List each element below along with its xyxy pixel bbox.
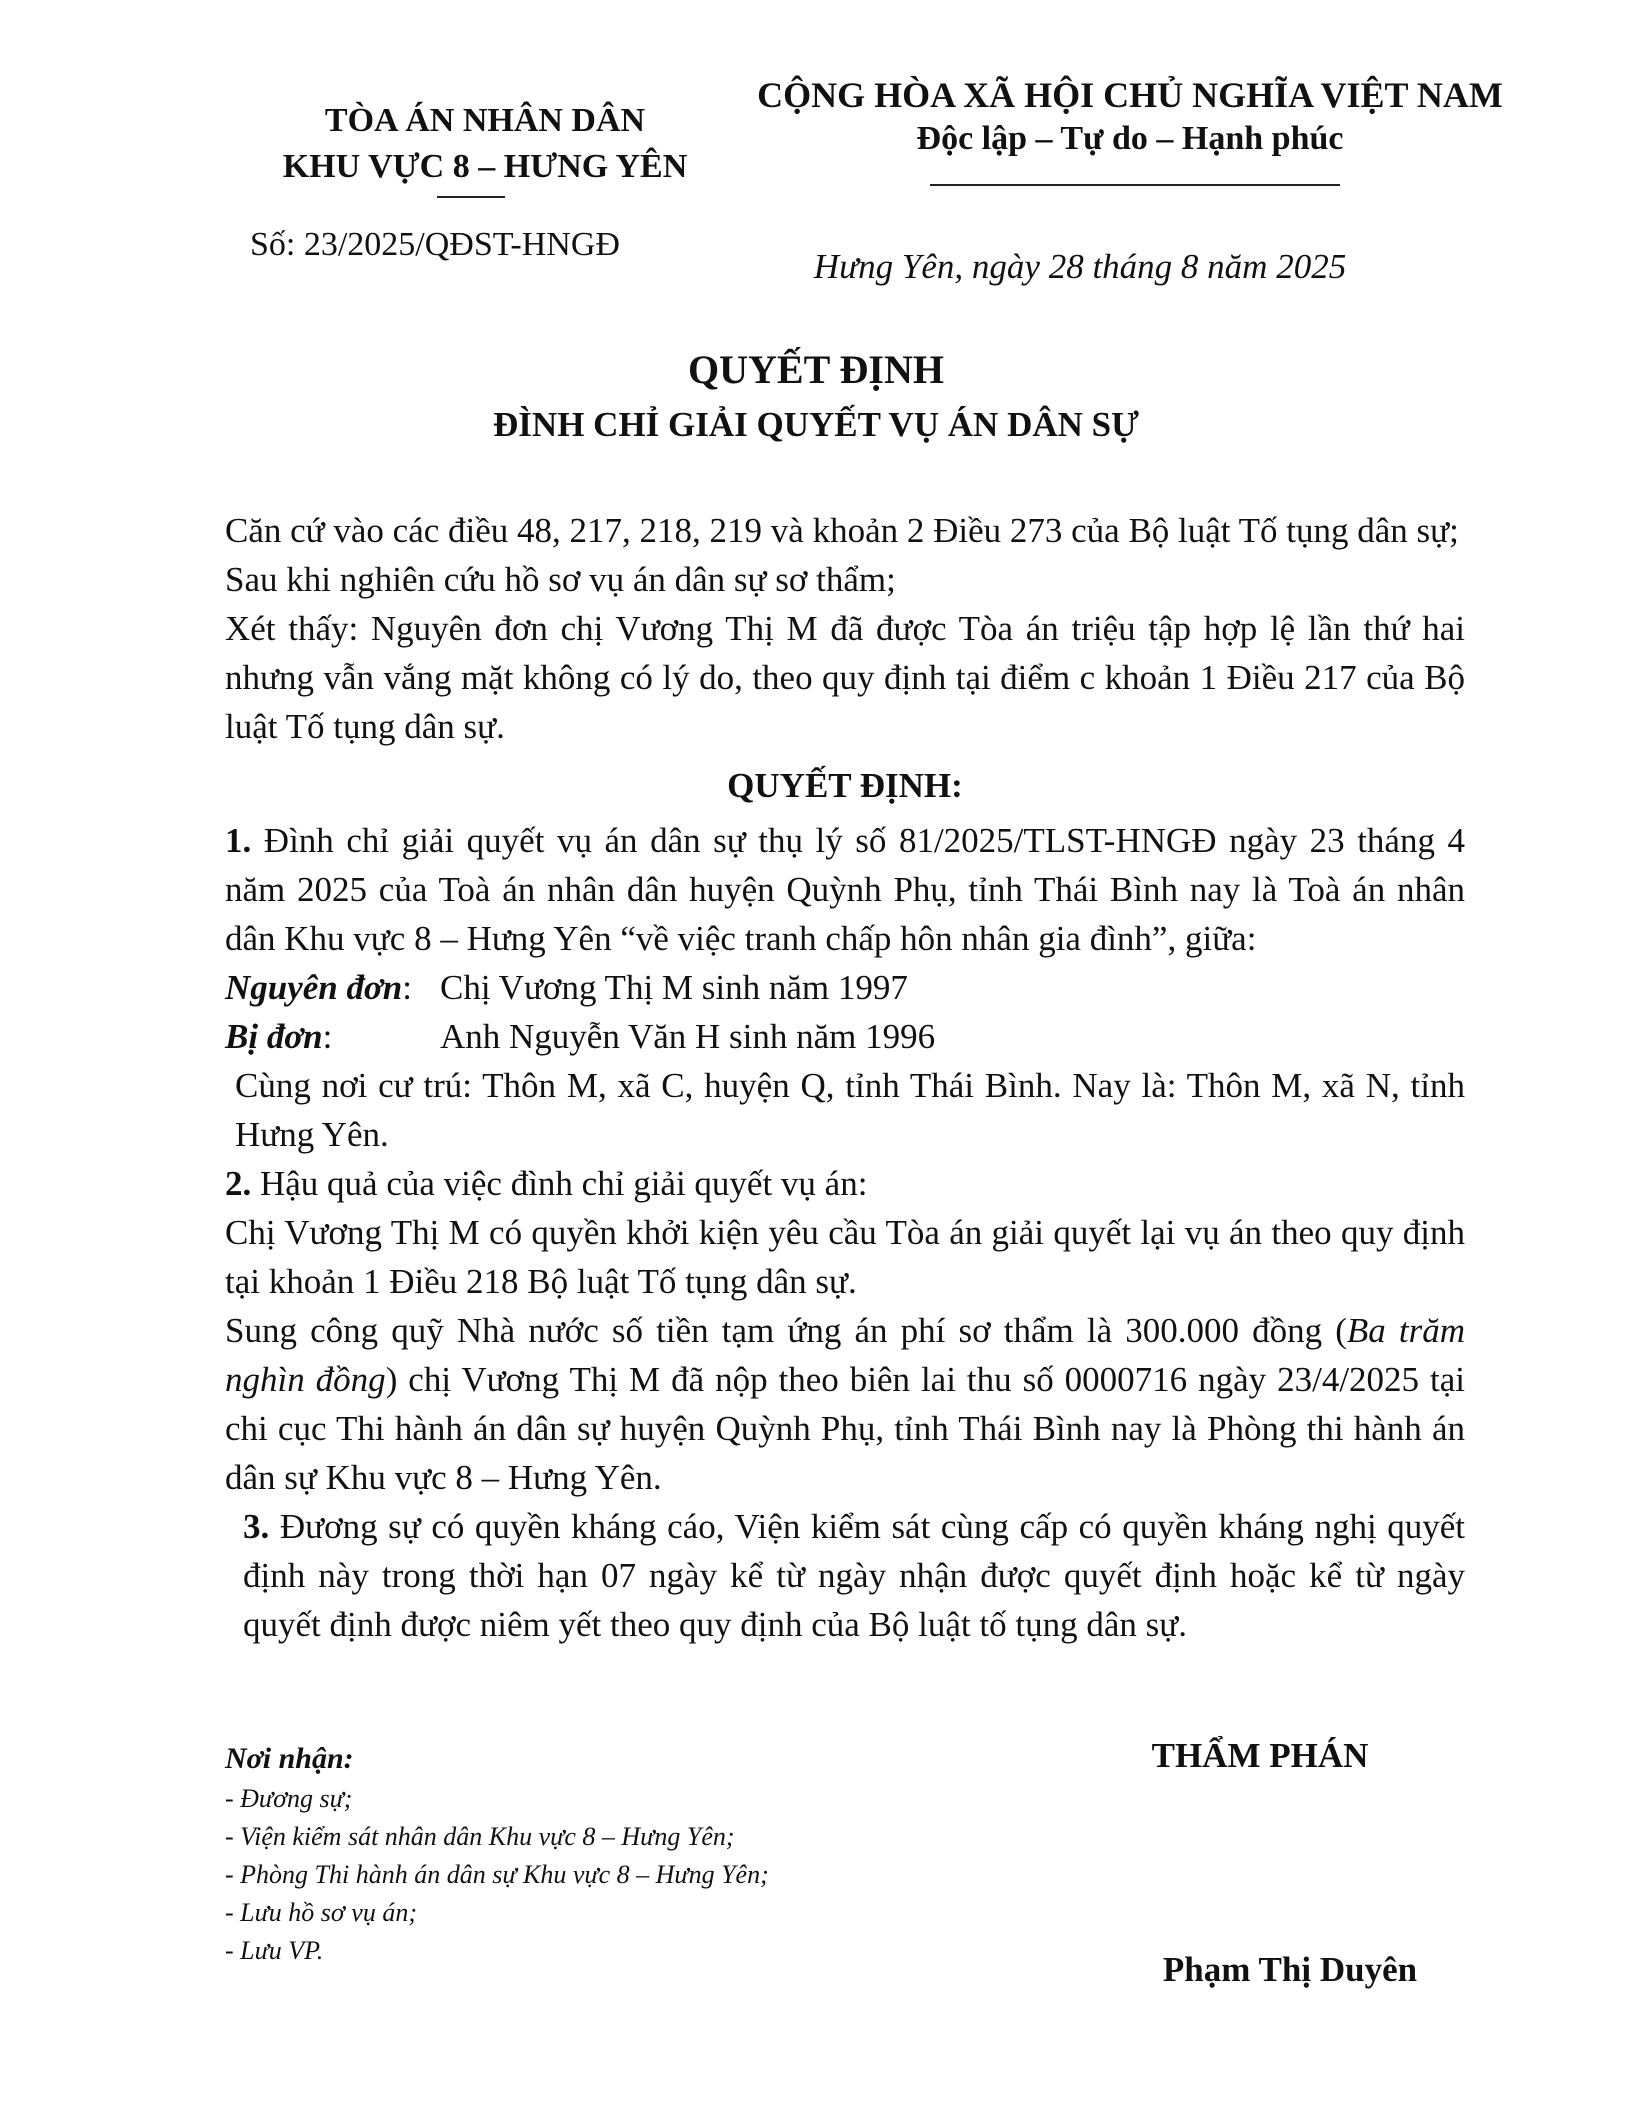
signer-name: Phạm Thị Duyên <box>1162 1950 1418 1989</box>
recipient-item: - Lưu VP. <box>225 1936 324 1965</box>
decision-item-3 <box>225 1502 1465 1649</box>
defendant-label-cell <box>225 1012 440 1061</box>
item-1-number: 1. <box>225 821 252 860</box>
national-motto: Độc lập – Tự do – Hạnh phúc <box>916 120 1344 157</box>
preamble-legal-basis: Căn cứ vào các điều 48, 217, 218, 219 và khoản 2 Điều 273 của Bộ luật Tố tụng dân sự; <box>225 511 1459 550</box>
document-number: Số: 23/2025/QĐST-HNGĐ <box>250 226 620 263</box>
defendant-row <box>225 1012 1465 1061</box>
recipients-block <box>225 1738 945 1970</box>
court-fee-text-b: ) chị Vương Thị M đã nộp theo biên lai thu số 0000716 ngày 23/4/2025 tại chi cục Thi hành án dân sự huyện Quỳnh Phụ, tỉnh Thái Bình nay là Phòng thi hành án dân sự Khu vực 8 – Hưng Yên. <box>225 1360 1465 1497</box>
recipient-item: - Đương sự; <box>225 1784 353 1813</box>
recipient-item: - Viện kiểm sát nhân dân Khu vực 8 – Hưng Yên; <box>225 1822 735 1851</box>
item-2-right-to-sue: Chị Vương Thị M có quyền khởi kiện yêu cầu Tòa án giải quyết lại vụ án theo quy định tại khoản 1 Điều 218 Bộ luật Tố tụng dân sự. <box>225 1213 1465 1301</box>
place-and-date: Hưng Yên, ngày 28 tháng 8 năm 2025 <box>813 247 1347 286</box>
decision-item-2 <box>225 1159 1465 1208</box>
preamble-consideration: Xét thấy: Nguyên đơn chị Vương Thị M đã được Tòa án triệu tập hợp lệ lần thứ hai nhưng vẫn vắng mặt không có lý do, theo quy định tại điểm c khoản 1 Điều 217 của Bộ luật Tố tụng dân sự. <box>225 609 1465 746</box>
item-3-text: Đương sự có quyền kháng cáo, Viện kiểm sát cùng cấp có quyền kháng nghị quyết định này trong thời hạn 07 ngày kể từ ngày nhận được quyết định hoặc kể từ ngày quyết định được niêm yết theo quy định của Bộ luật tố tụng dân sự. <box>243 1507 1466 1644</box>
court-underline <box>437 196 505 198</box>
document-title: QUYẾT ĐỊNH <box>688 347 944 392</box>
decision-item-1 <box>225 816 1465 963</box>
plaintiff-label: Nguyên đơn <box>225 968 403 1007</box>
nation-title: CỘNG HÒA XÃ HỘI CHỦ NGHĨA VIỆT NAM <box>757 75 1503 115</box>
recipient-item: - Phòng Thi hành án dân sự Khu vực 8 – Hưng Yên; <box>225 1860 769 1889</box>
item-3-number: 3. <box>243 1507 270 1546</box>
document-subtitle: ĐÌNH CHỈ GIẢI QUYẾT VỤ ÁN DÂN SỰ <box>493 405 1139 444</box>
decision-heading: QUYẾT ĐỊNH: <box>727 766 963 805</box>
court-name <box>250 98 720 190</box>
plaintiff-value: Chị Vương Thị M sinh năm 1997 <box>440 968 908 1007</box>
signer-title: THẨM PHÁN <box>1151 1736 1369 1775</box>
item-2-number: 2. <box>225 1164 252 1203</box>
recipients-heading: Nơi nhận: <box>225 1742 354 1775</box>
preamble-review: Sau khi nghiên cứu hồ sơ vụ án dân sự sơ thẩm; <box>225 560 896 599</box>
item-2-court-fee <box>225 1306 1465 1502</box>
residence: Cùng nơi cư trú: Thôn M, xã C, huyện Q, tỉnh Thái Bình. Nay là: Thôn M, xã N, tỉnh Hưng Yên. <box>235 1066 1465 1154</box>
recipient-item: - Lưu hồ sơ vụ án; <box>225 1898 417 1927</box>
plaintiff-label-cell <box>225 963 440 1012</box>
court-fee-text-a: Sung công quỹ Nhà nước số tiền tạm ứng án phí sơ thẩm là 300.000 đồng ( <box>225 1311 1347 1350</box>
defendant-label: Bị đơn <box>225 1017 323 1056</box>
court-line-2: KHU VỰC 8 – HƯNG YÊN <box>282 148 688 185</box>
court-line-1: TÒA ÁN NHÂN DÂN <box>324 102 646 139</box>
defendant-value: Anh Nguyễn Văn H sinh năm 1996 <box>440 1017 936 1056</box>
defendant-colon: : <box>322 1017 333 1056</box>
item-2-heading: Hậu quả của việc đình chỉ giải quyết vụ án: <box>260 1164 868 1203</box>
document-body <box>225 506 1465 1649</box>
plaintiff-colon: : <box>402 968 413 1007</box>
court-fee-amount-words: Ba trăm nghìn đồng <box>225 1311 1465 1399</box>
item-1-text: Đình chỉ giải quyết vụ án dân sự thụ lý số 81/2025/TLST-HNGĐ ngày 23 tháng 4 năm 2025 của Toà án nhân dân huyện Quỳnh Phụ, tỉnh Thái Bình nay là Toà án nhân dân Khu vực 8 – Hưng Yên “về việc tranh chấp hôn nhân gia đình”, giữa: <box>225 821 1466 958</box>
plaintiff-row <box>225 963 1465 1012</box>
motto-underline <box>930 184 1340 186</box>
